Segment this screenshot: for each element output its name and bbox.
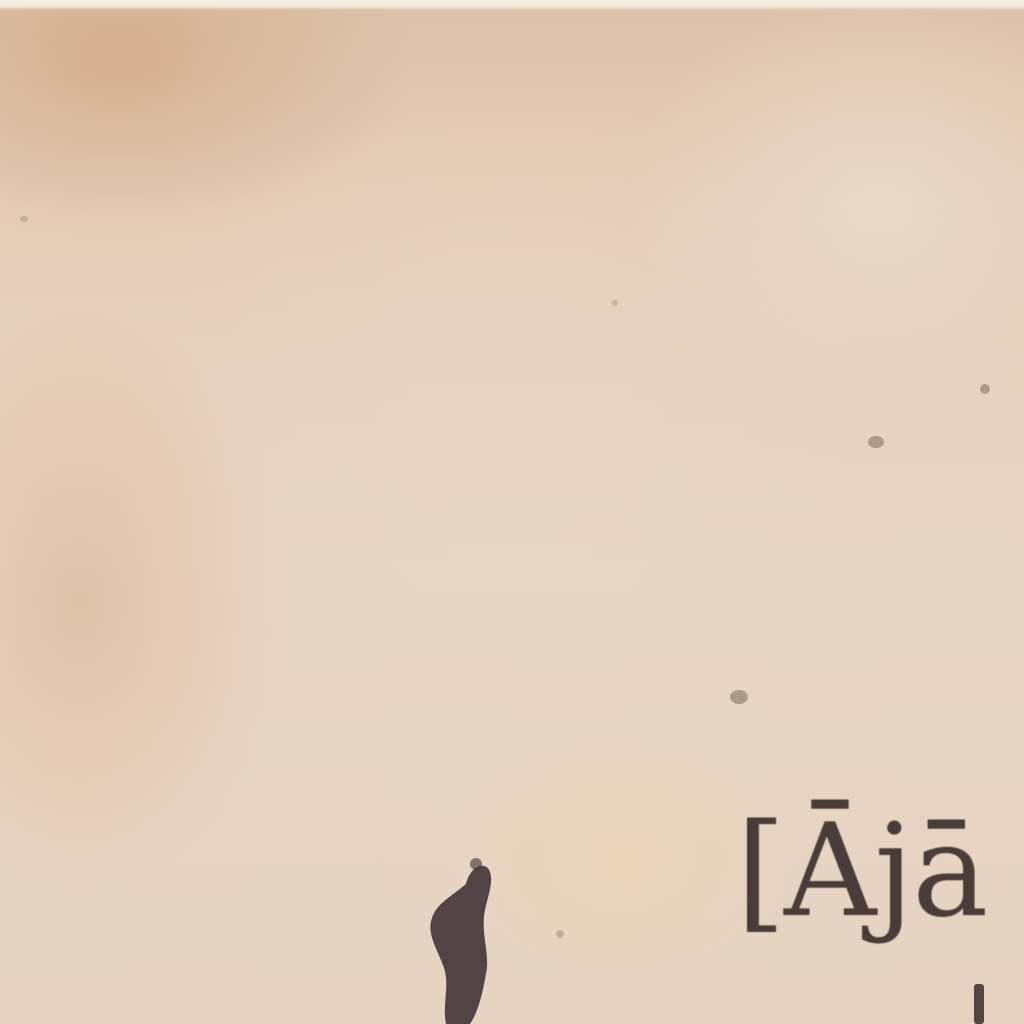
entry-heading: [Ājā bbox=[736, 797, 987, 946]
ink-stroke bbox=[974, 984, 984, 1024]
